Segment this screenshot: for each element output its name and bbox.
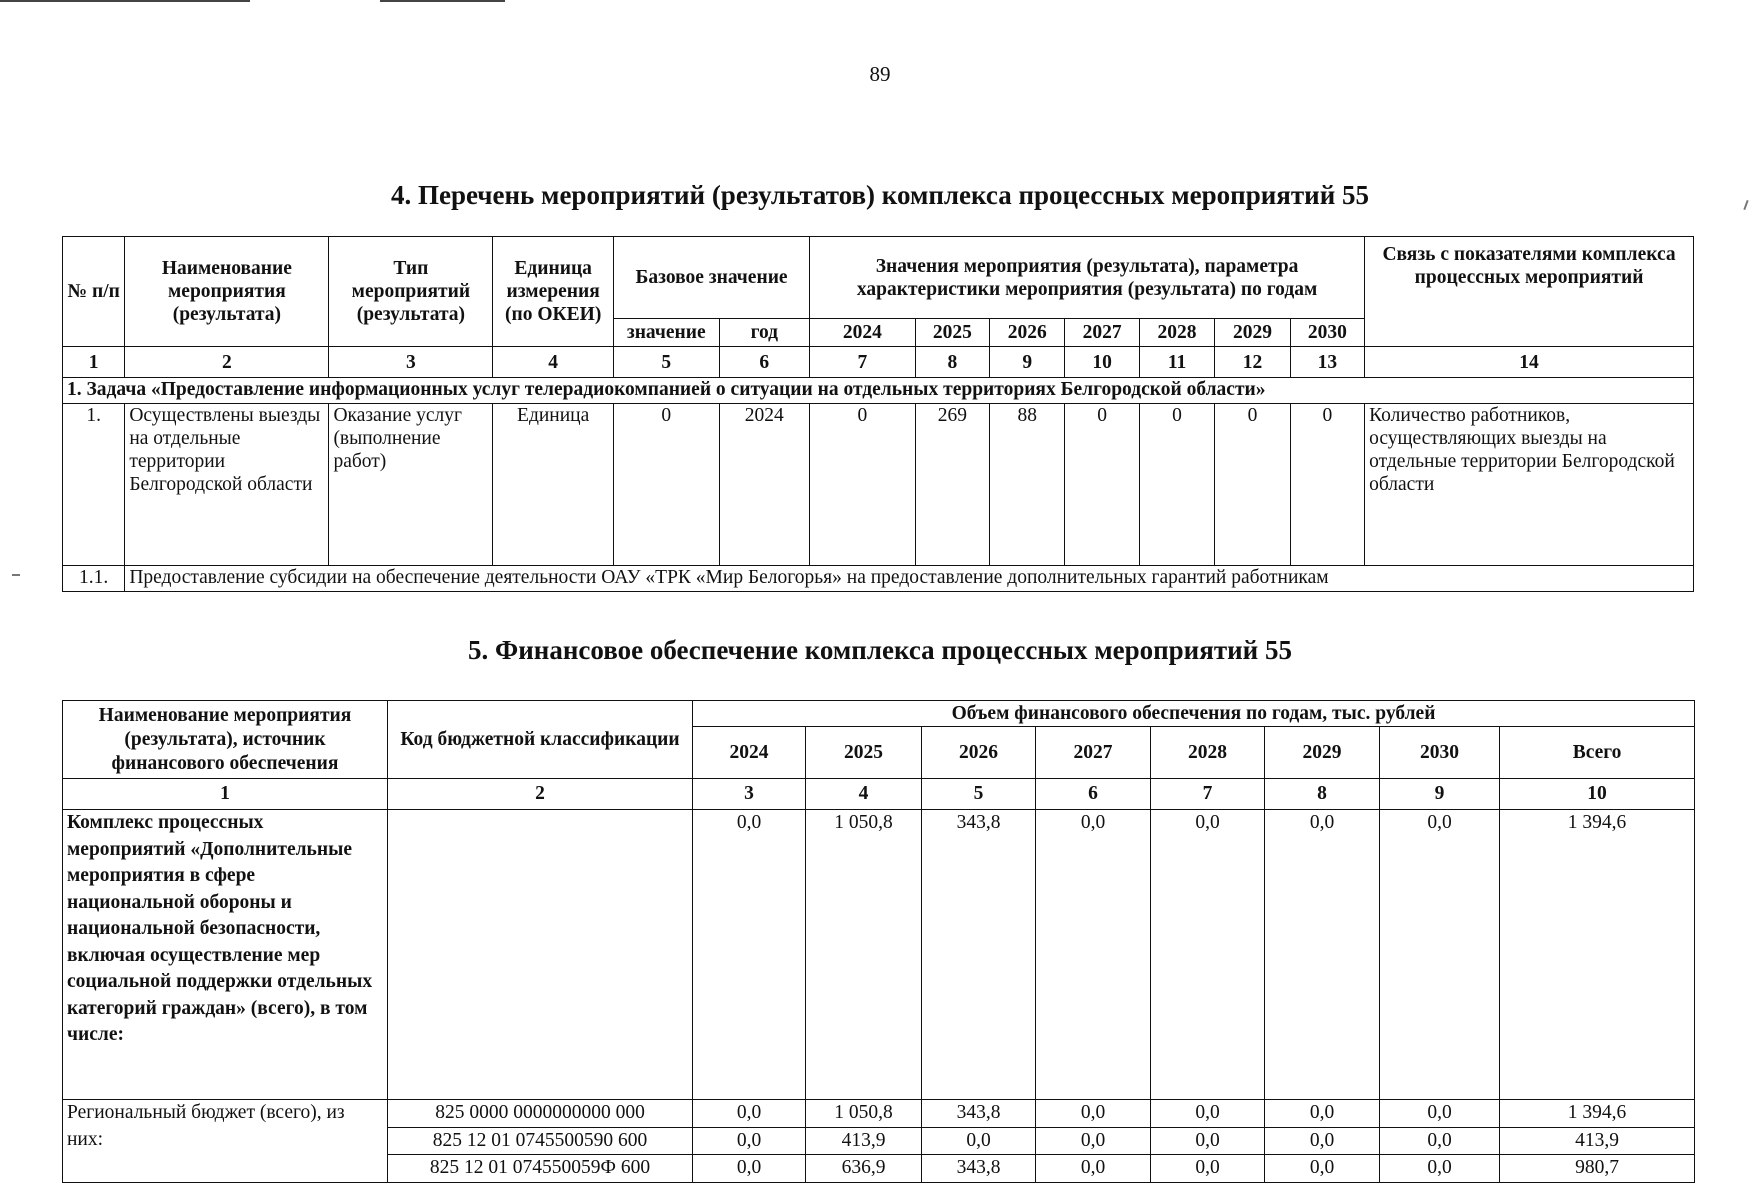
budget-value: 0,0 [922,1127,1036,1155]
col-number: 8 [915,347,989,378]
header-name: Наименование мероприятия (результата) [125,237,329,347]
header-year: 2024 [810,319,916,347]
activity-base-year: 2024 [719,404,809,566]
fin-col-number: 7 [1151,779,1265,810]
header-base-year: год [719,319,809,347]
fin-header-year: 2024 [693,727,806,779]
header-link: Связь с показателями комплекса процессных мероприятий [1365,237,1694,347]
fin-col-number: 8 [1265,779,1380,810]
budget-code: 825 0000 0000000000 000 [388,1100,693,1128]
budget-row [63,1100,1695,1128]
budget-value: 0,0 [1265,1127,1380,1155]
budget-value: 0,0 [1151,1100,1265,1128]
col-number: 6 [719,347,809,378]
complex-value: 1 050,8 [806,810,922,1100]
header-year: 2025 [915,319,989,347]
fin-header-year: 2027 [1036,727,1151,779]
complex-value: 0,0 [693,810,806,1100]
header-year: 2030 [1290,319,1364,347]
fin-header-year: 2026 [922,727,1036,779]
activity-base-value: 0 [613,404,719,566]
col-number: 7 [810,347,916,378]
fin-col-number: 6 [1036,779,1151,810]
activity-unit: Единица [493,404,614,566]
financing-table [62,700,1695,1183]
budget-code: 825 12 01 0745500590 600 [388,1127,693,1155]
col-number: 14 [1365,347,1694,378]
complex-value: 0,0 [1036,810,1151,1100]
budget-total: 413,9 [1500,1127,1695,1155]
col-number: 9 [990,347,1065,378]
activity-num: 1. [63,404,125,566]
budget-value: 0,0 [1151,1127,1265,1155]
complex-total: 1 394,6 [1500,810,1695,1100]
budget-total: 1 394,6 [1500,1100,1695,1128]
budget-value: 0,0 [1036,1100,1151,1128]
budget-value: 1 050,8 [806,1100,922,1128]
col-number: 5 [613,347,719,378]
budget-value: 0,0 [1380,1127,1500,1155]
col-number: 1 [63,347,125,378]
activity-value: 88 [990,404,1065,566]
activities-table [62,236,1694,592]
header-base-value: значение [613,319,719,347]
activity-value: 0 [810,404,916,566]
subactivity-text: Предоставление субсидии на обеспечение деятельности ОАУ «ТРК «Мир Белогорья» на предоставление дополнительных гарантий работникам [125,566,1694,592]
header-year: 2027 [1065,319,1139,347]
col-number: 10 [1065,347,1139,378]
fin-header-year: 2025 [806,727,922,779]
complex-value: 0,0 [1151,810,1265,1100]
budget-value: 413,9 [806,1127,922,1155]
budget-value: 0,0 [693,1127,806,1155]
budget-value: 0,0 [1265,1155,1380,1183]
fin-col-number: 5 [922,779,1036,810]
complex-name: Комплекс процессных мероприятий «Дополнительные мероприятия в сфере национальной обороны и национальной безопасности, включая осуществление мер социальной поддержки отдельных категорий граждан» (всего), в том числе: [63,810,388,1100]
activity-value: 269 [915,404,989,566]
complex-value: 0,0 [1380,810,1500,1100]
complex-value: 343,8 [922,810,1036,1100]
fin-header-year: 2028 [1151,727,1265,779]
activity-value: 0 [1215,404,1290,566]
fin-header-year: 2029 [1265,727,1380,779]
budget-value: 0,0 [1036,1127,1151,1155]
budget-value: 0,0 [693,1100,806,1128]
budget-value: 0,0 [1036,1155,1151,1183]
header-num: № п/п [63,237,125,347]
subactivity-row [63,566,1694,592]
fin-col-number: 4 [806,779,922,810]
fin-header-total: Всего [1500,727,1695,779]
budget-value: 0,0 [693,1155,806,1183]
budget-value: 343,8 [922,1155,1036,1183]
budget-total: 980,7 [1500,1155,1695,1183]
complex-code [388,810,693,1100]
activity-value: 0 [1139,404,1214,566]
fin-header-volume: Объем финансового обеспечения по годам, тыс. рублей [693,701,1695,727]
fin-col-number: 9 [1380,779,1500,810]
header-year: 2026 [990,319,1065,347]
budget-code: 825 12 01 074550059Ф 600 [388,1155,693,1183]
budget-value: 0,0 [1151,1155,1265,1183]
fin-col-number: 3 [693,779,806,810]
top-rule-right [380,0,505,2]
col-number: 13 [1290,347,1364,378]
complex-value: 0,0 [1265,810,1380,1100]
fin-column-numbers-row [63,779,1695,810]
activity-name: Осуществлены выезды на отдельные территории Белгородской области [125,404,329,566]
col-number: 11 [1139,347,1214,378]
activity-row [63,404,1694,566]
budget-value: 0,0 [1380,1100,1500,1128]
fin-col-number: 10 [1500,779,1695,810]
header-unit: Единица измерения (по ОКЕИ) [493,237,614,347]
fin-col-number: 2 [388,779,693,810]
header-base: Базовое значение [613,237,809,319]
fin-col-number: 1 [63,779,388,810]
header-year: 2029 [1215,319,1290,347]
top-rule-left [0,0,250,2]
activity-value: 0 [1290,404,1364,566]
budget-label: Региональный бюджет (всего), из них: [63,1100,388,1183]
budget-value: 0,0 [1265,1100,1380,1128]
complex-row [63,810,1695,1100]
subactivity-num: 1.1. [63,566,125,592]
activity-type: Оказание услуг (выполнение работ) [329,404,493,566]
col-number: 12 [1215,347,1290,378]
task-row: 1. Задача «Предоставление информационных услуг телерадиокомпанией о ситуации на отдельных территориях Белгородской области» [63,378,1694,404]
header-year: 2028 [1139,319,1214,347]
budget-value: 0,0 [1380,1155,1500,1183]
col-number: 3 [329,347,493,378]
section-4-title: 4. Перечень мероприятий (результатов) комплекса процессных мероприятий 55 [390,180,1370,210]
fin-header-year: 2030 [1380,727,1500,779]
col-number: 4 [493,347,614,378]
fin-header-code: Код бюджетной классификации [388,701,693,779]
header-values: Значения мероприятия (результата), параметра характеристики мероприятия (результата) по годам [810,237,1365,319]
section-5-title: 5. Финансовое обеспечение комплекса процессных мероприятий 55 [468,635,1292,665]
page-number: 89 [869,62,891,86]
budget-value: 636,9 [806,1155,922,1183]
column-numbers-row [63,347,1694,378]
activity-value: 0 [1065,404,1139,566]
col-number: 2 [125,347,329,378]
scan-mark [12,574,20,576]
fin-header-name: Наименование мероприятия (результата), источник финансового обеспечения [63,701,388,779]
header-type: Тип мероприятий (результата) [329,237,493,347]
budget-value: 343,8 [922,1100,1036,1128]
activity-link: Количество работников, осуществляющих выезды на отдельные территории Белгородской области [1365,404,1694,566]
